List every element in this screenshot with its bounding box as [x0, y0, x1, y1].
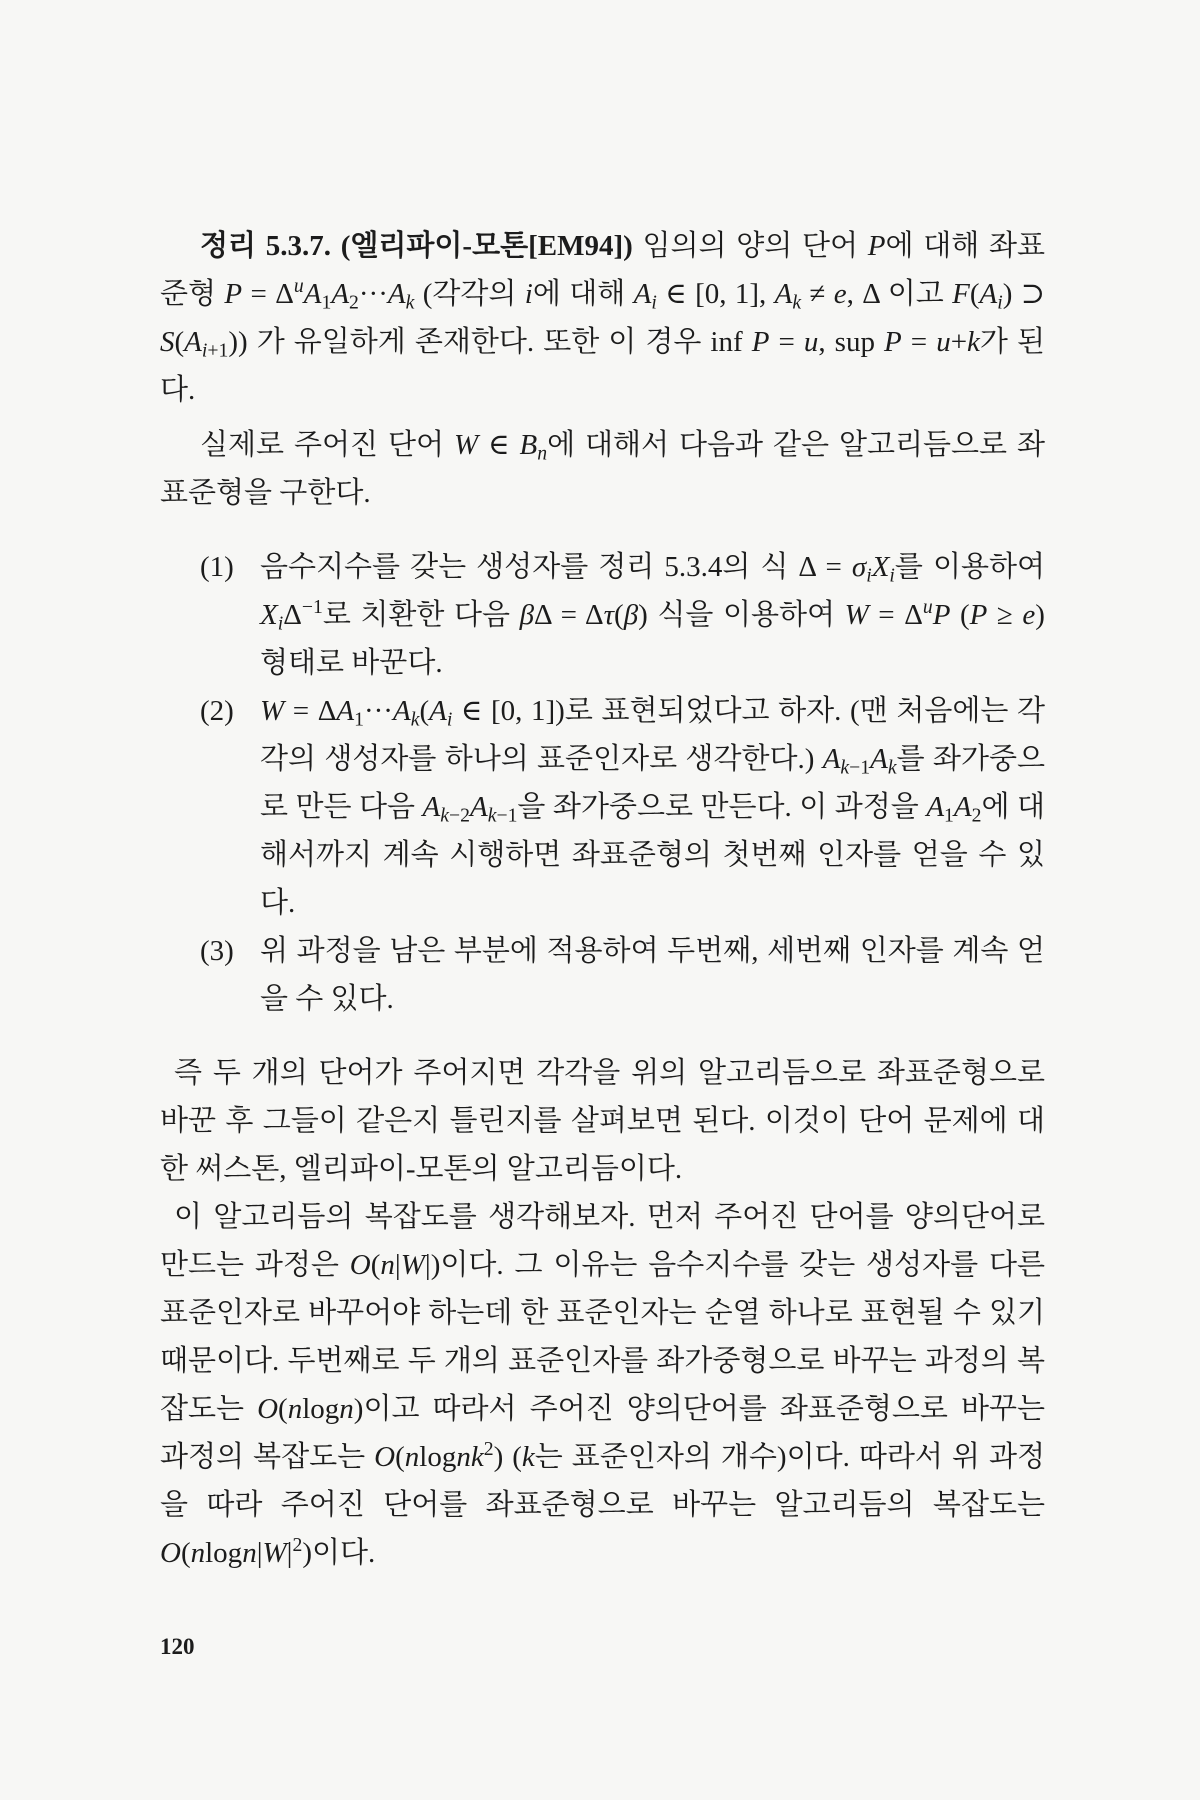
math-italic: e	[1022, 599, 1036, 631]
text-run: 는 표준인자의 개수)이다. 따라서 위 과정을 따라 주어진 단어를 좌표준형으로 바꾸는 알고리듬의 복잡도는	[160, 1441, 1045, 1521]
text-run: 가 된다.	[160, 326, 1045, 406]
math-italic: A	[331, 278, 350, 310]
math-italic: A	[303, 278, 322, 310]
text-run: 을 좌가중으로 만든다. 이 과정을	[517, 791, 927, 823]
text-run: Δ	[283, 599, 302, 631]
subscript: i	[446, 708, 453, 731]
math-italic: A	[184, 326, 202, 358]
text-run: =	[901, 326, 937, 358]
subscript: i	[997, 291, 1003, 314]
math-italic: X	[871, 551, 890, 583]
math-italic: W	[400, 1249, 425, 1281]
subscript: +1	[207, 339, 229, 362]
math-italic: i	[524, 278, 533, 310]
math-italic: e	[833, 278, 847, 310]
text-run: (각각의	[414, 278, 525, 310]
math-italic: A	[633, 278, 652, 310]
text-run: ) ⊃	[1002, 278, 1046, 310]
text-run: = Δ	[868, 599, 923, 631]
step-text	[260, 927, 1045, 1023]
text-run: )) 가 유일하게 존재한다. 또한 이 경우 inf	[228, 326, 752, 358]
text-run: (	[370, 1249, 381, 1281]
math-italic: P	[969, 599, 988, 631]
subscript: 2	[349, 291, 359, 314]
math-italic: A	[822, 743, 841, 775]
text-run: +	[950, 326, 968, 358]
math-italic: σ	[851, 551, 867, 583]
math-italic: A	[392, 695, 411, 727]
math-italic: W	[260, 695, 285, 727]
text-run: |)이다. 그 이유는 음수지수를 갖는 생성자를 다른 표준인자로 바꾸어야 하는데 한 표준인자는 순열 하나로 표현될 수 있기 때문이다. 두번째로 두 개의 표준인자를 좌가중형으로 바꾸는 과정의 복잡도는	[160, 1249, 1045, 1425]
subscript: k	[410, 708, 420, 731]
text-run: (	[174, 326, 185, 358]
math-italic: A	[422, 791, 441, 823]
subscript: i	[889, 564, 895, 587]
summary-paragraph	[160, 1049, 1045, 1193]
text-run: , Δ 이고	[846, 278, 953, 310]
text-run: 에 대해	[532, 278, 634, 310]
text-run: ∈ [0, 1])로 표현되었다고 하자. (맨 처음에는 각각의 생성자를 하나의 표준인자로 생각한다.)	[260, 695, 1045, 775]
superscript: 2	[292, 1534, 303, 1557]
math-italic: n	[380, 1249, 395, 1281]
math-italic: A	[870, 743, 888, 775]
subscript: k	[887, 756, 897, 779]
bold-text: 정리 5.3.7. (엘리파이-모톤[EM94])	[200, 230, 633, 262]
math-italic: P	[867, 230, 886, 262]
step-text	[260, 543, 1045, 687]
math-italic: n	[339, 1393, 354, 1425]
text-run: (	[395, 1441, 405, 1473]
math-italic: A	[774, 278, 793, 310]
text-run: |	[394, 1249, 401, 1281]
text-run: = Δ	[242, 278, 294, 310]
superscript: 2	[483, 1438, 494, 1461]
math-italic: O	[160, 1537, 181, 1569]
text-run: (	[180, 1537, 191, 1569]
text-run: , sup	[818, 326, 885, 358]
text-run: |	[286, 1537, 293, 1569]
text-run: ···	[363, 695, 393, 727]
text-run: (	[419, 695, 430, 727]
text-run: ∈ [0, 1],	[656, 278, 775, 310]
text-run: 에 대해 좌표준형	[160, 230, 1045, 310]
subscript: i	[277, 612, 284, 635]
text-run: 를 이용하여	[894, 551, 1045, 583]
text-run: 실제로 주어진 단어	[200, 429, 454, 461]
subscript: i	[866, 564, 872, 587]
subscript: 1	[321, 291, 332, 314]
math-italic: W	[453, 429, 479, 461]
text-run: |	[256, 1537, 263, 1569]
math-italic: S	[160, 326, 175, 358]
math-italic: n	[287, 1393, 303, 1425]
text-run: 즉 두 개의 단어가 주어지면 각각을 위의 알고리듬으로 좌표준형으로 바꾼 후 그들이 같은지 틀린지를 살펴보면 된다. 이것이 단어 문제에 대한 써스톤, 엘리파이-모톤의 알고리듬이다.	[160, 1057, 1045, 1185]
math-italic: β	[623, 599, 639, 631]
math-italic: B	[519, 429, 538, 461]
subscript: k	[792, 291, 802, 314]
subscript: n	[537, 442, 548, 465]
theorem-paragraph	[160, 222, 1045, 414]
text-run: 에 대해서 다음과 같은 알고리듬으로 좌표준형을 구한다.	[160, 429, 1045, 509]
list-item-step-2	[200, 687, 1045, 927]
math-italic: P	[932, 599, 951, 631]
math-italic: k	[967, 326, 980, 358]
text-run: (	[278, 1393, 288, 1425]
math-italic: u	[803, 326, 819, 358]
math-italic: nk	[456, 1441, 484, 1473]
math-italic: A	[953, 791, 972, 823]
list-item-step-1	[200, 543, 1045, 687]
text-run: 를 좌가중으로 만든 다음	[260, 743, 1045, 823]
math-italic: n	[404, 1441, 420, 1473]
math-italic: P	[751, 326, 770, 358]
math-italic: A	[429, 695, 447, 727]
math-italic: P	[884, 326, 902, 358]
text-run: )이다.	[302, 1537, 376, 1569]
text-run: (	[614, 599, 624, 631]
text-run: ∈	[478, 429, 520, 461]
text-run: 음수지수를 갖는 생성자를 정리 5.3.4의 식 Δ =	[260, 551, 852, 583]
math-italic: W	[844, 599, 869, 631]
text-run: = Δ	[284, 695, 337, 727]
subscript: −1	[496, 804, 518, 827]
text-run: =	[769, 326, 804, 358]
math-italic: A	[387, 278, 406, 310]
subscript: 1	[944, 804, 954, 827]
complexity-paragraph	[160, 1193, 1045, 1577]
math-italic: O	[349, 1249, 371, 1281]
math-italic: O	[374, 1441, 396, 1473]
math-italic: n	[190, 1537, 206, 1569]
text-run: 로 치환한 다음	[322, 599, 520, 631]
math-italic: W	[262, 1537, 287, 1569]
step-number: (2)	[200, 695, 234, 727]
text-run: log	[205, 1537, 243, 1569]
text-run: ···	[358, 278, 388, 310]
page-number: 120	[160, 1634, 195, 1659]
text-run: )이고 따라서 주어진 양의단어를 좌표준형으로 바꾸는 과정의 복잡도는	[160, 1393, 1045, 1473]
math-italic: O	[257, 1393, 279, 1425]
text-run: ≥	[987, 599, 1023, 631]
algorithm-steps	[200, 543, 1045, 1023]
math-italic: X	[260, 599, 278, 631]
superscript: u	[922, 596, 933, 619]
math-italic: k	[521, 1441, 535, 1473]
text-run: Δ = Δ	[534, 599, 604, 631]
step-number: (1)	[200, 551, 234, 583]
subscript: 1	[354, 708, 364, 731]
math-italic: u	[936, 326, 951, 358]
subscript: −1	[849, 756, 871, 779]
superscript: u	[293, 275, 304, 298]
text-run: 이 알고리듬의 복잡도를 생각해보자. 먼저 주어진 단어를 양의단어로 만드는 과정은	[160, 1201, 1045, 1281]
text-run: log	[419, 1441, 457, 1473]
body-text	[160, 222, 1045, 1577]
subscript: 2	[971, 804, 982, 827]
math-italic: P	[224, 278, 243, 310]
math-italic: F	[952, 278, 970, 310]
superscript: −1	[301, 596, 323, 619]
list-item-step-3	[200, 927, 1045, 1023]
math-italic: A	[469, 791, 488, 823]
text-run: log	[302, 1393, 340, 1425]
text-run: ) (	[493, 1441, 522, 1473]
step-number: (3)	[200, 935, 234, 967]
step-text	[260, 687, 1045, 927]
math-italic: n	[242, 1537, 257, 1569]
text-run: (	[969, 278, 980, 310]
math-italic: A	[926, 791, 945, 823]
subscript: k	[440, 804, 450, 827]
text-run: ) 식을 이용하여	[638, 599, 845, 631]
intro-paragraph	[160, 421, 1045, 517]
subscript: k	[405, 291, 415, 314]
subscript: k	[487, 804, 497, 827]
text-run: ≠	[801, 278, 834, 310]
subscript: i	[651, 291, 657, 314]
text-run: 에 대해서까지 계속 시행하면 좌표준형의 첫번째 인자를 얻을 수 있다.	[260, 791, 1045, 919]
math-italic: A	[979, 278, 998, 310]
math-italic: β	[519, 599, 535, 631]
text-run: 임의의 양의 단어	[632, 230, 868, 262]
math-italic: τ	[603, 599, 615, 631]
math-italic: A	[336, 695, 355, 727]
subscript: −2	[449, 804, 470, 827]
text-run: 위 과정을 남은 부분에 적용하여 두번째, 세번째 인자를 계속 얻을 수 있다.	[260, 935, 1045, 1015]
text-run: ) 형태로 바꾼다.	[260, 599, 1045, 679]
text-run: (	[950, 599, 970, 631]
subscript: i	[201, 339, 208, 362]
subscript: k	[840, 756, 850, 779]
